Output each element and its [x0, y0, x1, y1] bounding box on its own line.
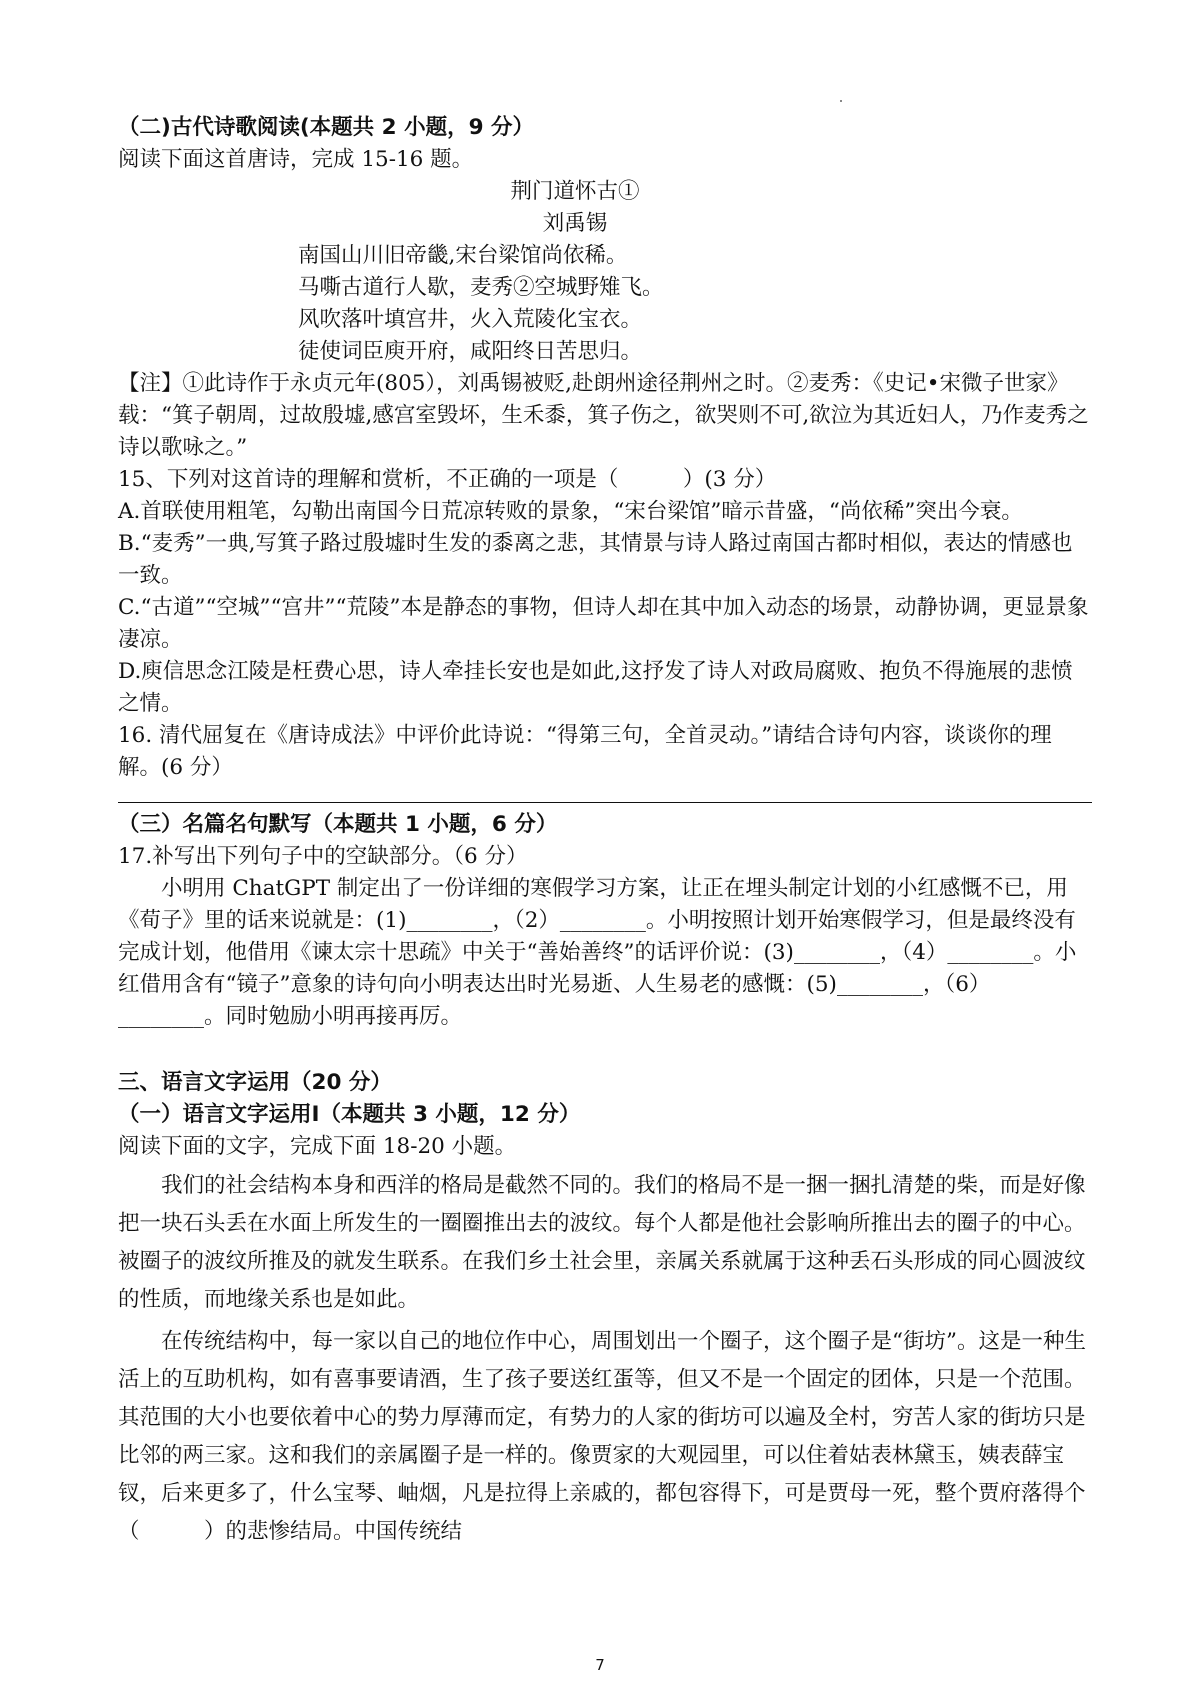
question-15-option-b: B.“麦秀”一典,写箕子路过殷墟时生发的黍离之悲，其情景与诗人路过南国古都时相似，表达的情感也一致。: [118, 531, 1073, 588]
question-15-option-c: C.“古道”“空城”“宫井”“荒陵”本是静态的事物，但诗人却在其中加入动态的场景，动静协调，更显景象凄凉。: [118, 595, 1089, 652]
language-intro: 阅读下面的文字，完成下面 18-20 小题。: [118, 1134, 517, 1159]
section-heading-recitation: （三）名篇名句默写（本题共 1 小题，6 分）: [118, 812, 558, 837]
section-heading-language-1: （一）语言文字运用Ⅰ（本题共 3 小题，12 分）: [118, 1102, 581, 1127]
poem-line: 徒使词臣庾开府，咸阳终日苦思归。: [298, 339, 643, 364]
answer-line: [118, 802, 1092, 803]
question-16: 16. 清代屈复在《唐诗成法》中评价此诗说：“得第三句，全首灵动。”请结合诗句内容，谈谈你的理解。(6 分）: [118, 723, 1052, 780]
scan-dot: [840, 100, 842, 102]
question-17: 17.补写出下列句子中的空缺部分。（6 分）: [118, 844, 528, 869]
section-heading-poetry: （二)古代诗歌阅读(本题共 2 小题，9 分）: [118, 115, 535, 140]
question-17-text: 小明用 ChatGPT 制定出了一份详细的寒假学习方案，让正在埋头制定计划的小红感慨不已，用《荀子》里的话来说就是：(1)________，（2）________。小明按照计划开始寒假学习，但是最终没有完成计划，他借用《谏太宗十思疏》中关于“善始善终”的话评价说：(3)________，（4）________。小红借用含有“镜子”意象的诗句向小明表达出时光易逝、人生易老的感慨：(5)________，（6）________。同时勉励小明再接再厉。: [118, 876, 1077, 1029]
part-heading-language: 三、语言文字运用（20 分）: [118, 1070, 392, 1095]
question-15-option-d: D.庾信思念江陵是枉费心思，诗人牵挂长安也是如此,这抒发了诗人对政局腐败、抱负不得施展的悲愤之情。: [118, 659, 1073, 716]
reading-paragraph: 我们的社会结构本身和西洋的格局是截然不同的。我们的格局不是一捆一捆扎清楚的柴，而是好像把一块石头丢在水面上所发生的一圈圈推出去的波纹。每个人都是他社会影响所推出去的圈子的中心。被圈子的波纹所推及的就发生联系。在我们乡土社会里，亲属关系就属于这种丢石头形成的同心圆波纹的性质，而地缘关系也是如此。: [118, 1173, 1086, 1312]
poetry-intro: 阅读下面这首唐诗，完成 15-16 题。: [118, 147, 474, 172]
poem-author: 刘禹锡: [542, 211, 608, 236]
page-number: 7: [595, 1656, 605, 1674]
poem-note: 【注】①此诗作于永贞元年(805），刘禹锡被贬,赴朗州途径荆州之时。②麦秀：《史记•宋微子世家》载：“箕子朝周，过故殷墟,感宫室毁坏，生禾黍，箕子伤之，欲哭则不可,欲泣为其近妇人，乃作麦秀之诗以歌咏之。”: [118, 371, 1089, 460]
poem-line: 南国山川旧帝畿,宋台梁馆尚依稀。: [298, 243, 628, 268]
question-15: 15、下列对这首诗的理解和赏析，不正确的一项是（ ）(3 分）: [118, 467, 777, 492]
poem-title: 荆门道怀古①: [510, 179, 640, 204]
poem-line: 风吹落叶填宫井，火入荒陵化宝衣。: [298, 307, 643, 332]
poem-line: 马嘶古道行人歇，麦秀②空城野雉飞。: [298, 275, 664, 300]
reading-paragraph: 在传统结构中，每一家以自己的地位作中心，周围划出一个圈子，这个圈子是“街坊”。这是一种生活上的互助机构，如有喜事要请酒，生了孩子要送红蛋等，但又不是一个固定的团体，只是一个范围。其范围的大小也要依着中心的势力厚薄而定，有势力的人家的街坊可以遍及全村，穷苦人家的街坊只是比邻的两三家。这和我们的亲属圈子是一样的。像贾家的大观园里，可以住着姑表林黛玉，姨表薛宝钗，后来更多了，什么宝琴、岫烟，凡是拉得上亲戚的，都包容得下，可是贾母一死，整个贾府落得个（ ）的悲惨结局。中国传统结: [118, 1329, 1086, 1544]
question-15-option-a: A.首联使用粗笔，勾勒出南国今日荒凉转败的景象，“宋台梁馆”暗示昔盛，“尚依稀”突出今衰。: [118, 499, 1023, 524]
